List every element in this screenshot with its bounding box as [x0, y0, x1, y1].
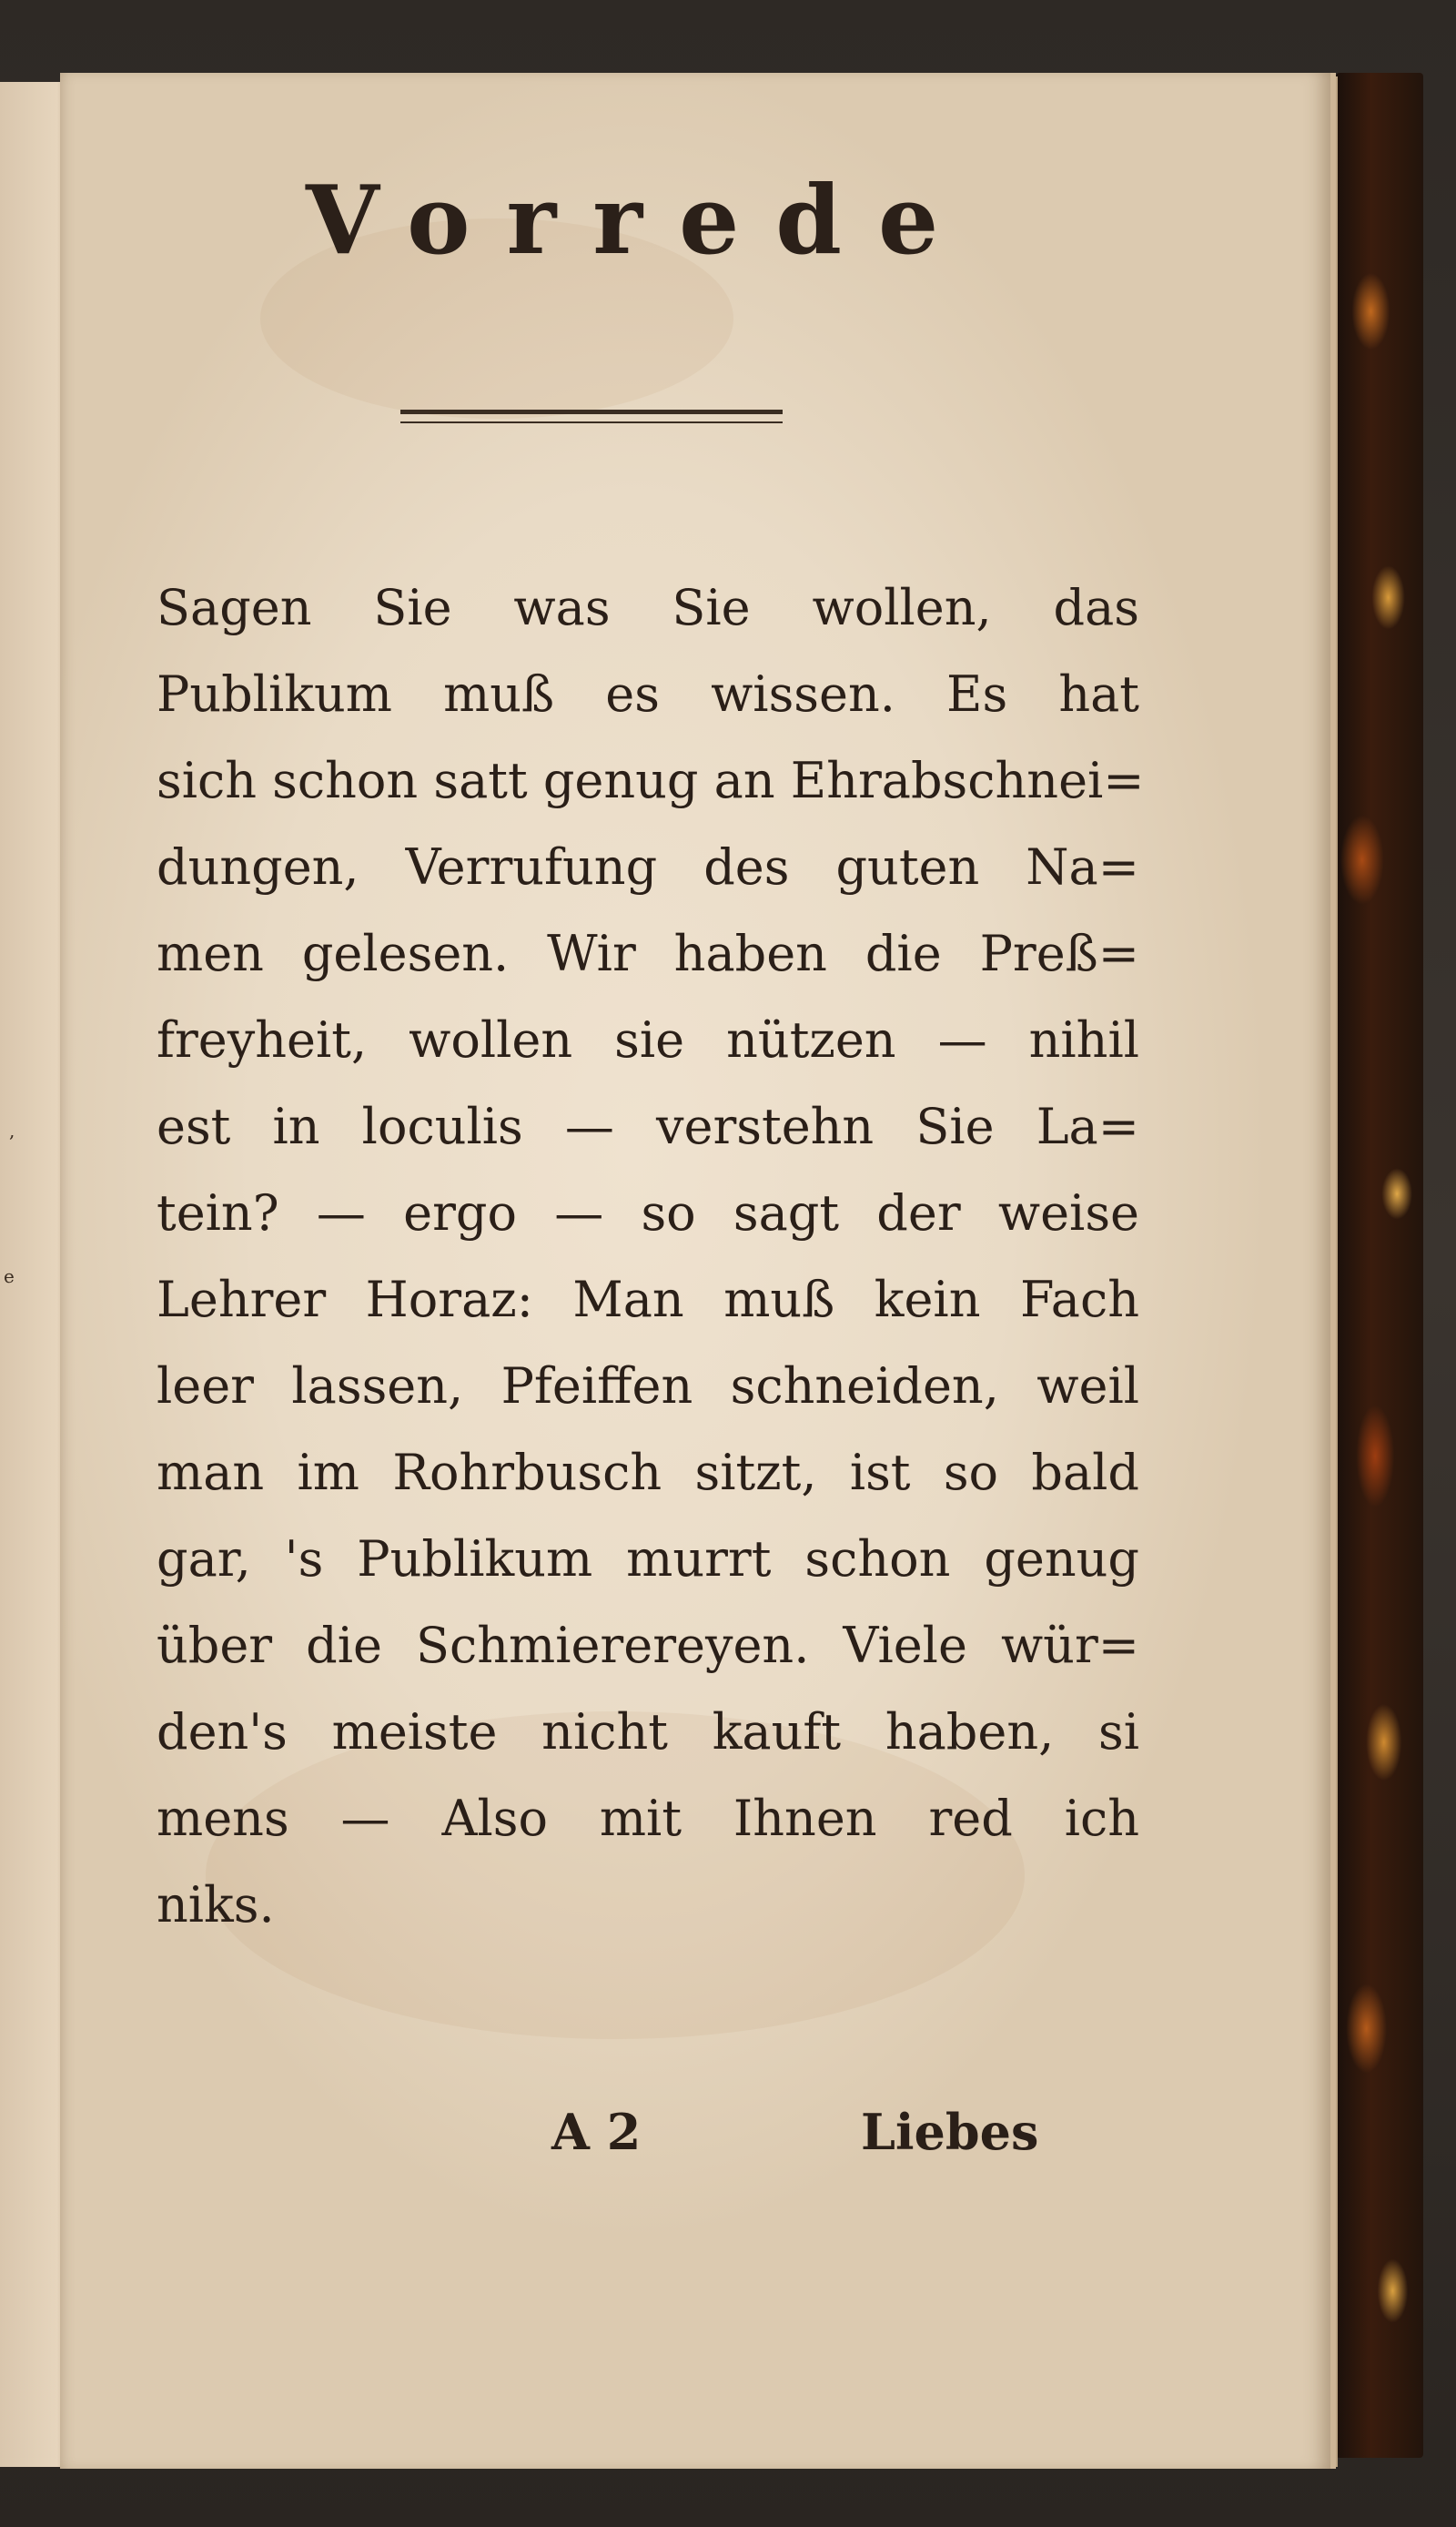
- text-line: Sagen Sie was Sie wollen, das: [157, 579, 1139, 636]
- text-line: mens — Also mit Ihnen red ich: [157, 1790, 1139, 1847]
- text-line: leer lassen, Pfeiffen schneiden, weil: [157, 1357, 1139, 1415]
- body-text: [157, 564, 1145, 1948]
- text-line: gar, 's Publikum murrt schon genug: [157, 1530, 1139, 1588]
- tortoiseshell-binding: [1336, 73, 1423, 2458]
- text-line: sich schon satt genug an Ehrabschnei=: [157, 752, 1145, 809]
- text-line: den's meiste nicht kauft haben, si: [157, 1703, 1139, 1761]
- left-page-mark: ,: [9, 1120, 15, 1142]
- heading-rule: [400, 410, 783, 423]
- text-line: niks.: [157, 1876, 275, 1933]
- left-page-mark: e: [4, 1265, 15, 1287]
- catchword: Liebes: [861, 2103, 1039, 2161]
- text-line: men gelesen. Wir haben die Preß=: [157, 925, 1139, 982]
- text-line: Publikum muß es wissen. Es hat: [157, 665, 1139, 723]
- text-line: Lehrer Horaz: Man muß kein Fach: [157, 1271, 1139, 1328]
- text-line: über die Schmierereyen. Viele wür=: [157, 1617, 1139, 1674]
- signature-mark: A 2: [551, 2103, 642, 2161]
- text-line: tein? — ergo — so sagt der weise: [157, 1184, 1139, 1242]
- text-line: man im Rohrbusch sitzt, ist so bald: [157, 1444, 1139, 1501]
- book-page: [60, 73, 1336, 2469]
- text-line: dungen, Verrufung des guten Na=: [157, 838, 1139, 896]
- text-line: est in loculis — verstehn Sie La=: [157, 1098, 1139, 1155]
- text-line: freyheit, wollen sie nützen — nihil: [157, 1011, 1139, 1069]
- page-heading: Vorrede: [306, 164, 976, 276]
